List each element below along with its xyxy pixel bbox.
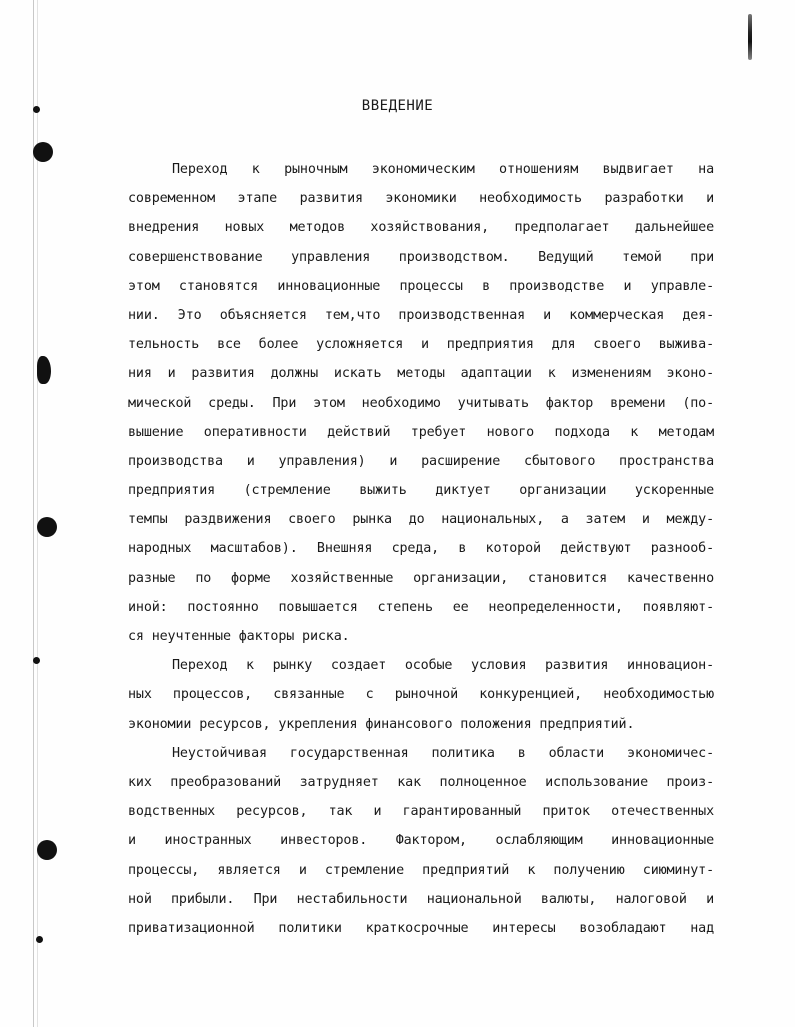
text-line: этом становятся инновационные процессы в производстве и управле- — [128, 278, 714, 294]
text-line: внедрения новых методов хозяйствования, предполагает дальнейшее — [128, 220, 714, 236]
text-line: экономии ресурсов, укрепления финансового положения предприятий. — [128, 716, 635, 732]
text-line: нии. Это объясняется тем,что производственная и коммерческая дея- — [128, 307, 714, 323]
text-line: предприятия (стремление выжить диктует организации ускоренные — [128, 483, 714, 499]
punch-hole — [37, 517, 57, 537]
text-line: Переход к рыночным экономическим отношениям выдвигает на — [172, 162, 714, 177]
text-line: Переход к рынку создает особые условия развития инновацион- — [172, 658, 714, 674]
punch-hole-mark — [36, 936, 43, 943]
text-line: современном этапе развития экономики необходимость разработки и — [128, 191, 714, 207]
text-line: иной: постоянно повышается степень ее неопределенности, появляют- — [128, 599, 714, 615]
paragraph-1 — [128, 155, 714, 651]
text-line: темпы раздвижения своего рынка до национальных, а затем и между- — [128, 512, 714, 528]
text-line: производства и управления) и расширение сбытового пространства — [128, 453, 714, 469]
punch-hole-mark — [33, 657, 40, 664]
page-title: ВВЕДЕНИЕ — [361, 98, 434, 114]
text-line: и иностранных инвесторов. Фактором, ослабляющим инновационные — [128, 833, 714, 849]
text-line: совершенствование управления производством. Ведущий темой при — [128, 249, 714, 265]
text-line: вышение оперативности действий требует нового подхода к методам — [128, 424, 714, 440]
punch-hole — [33, 142, 53, 162]
text-line: мической среды. При этом необходимо учитывать фактор времени (по- — [128, 395, 714, 411]
ink-blot — [37, 356, 51, 384]
body-text — [128, 155, 714, 943]
text-line: народных масштабов). Внешняя среда, в которой действуют разнооб- — [128, 541, 714, 557]
text-line: тельность все более усложняется и предприятия для своего выжива- — [128, 337, 714, 353]
punch-hole — [37, 840, 57, 860]
text-line: приватизационной политики краткосрочные интересы возобладают над — [128, 920, 714, 936]
text-line: ной прибыли. При нестабильности национальной валюты, налоговой и — [128, 891, 714, 907]
paragraph-2 — [128, 651, 714, 739]
text-line: ных процессов, связанные с рыночной конкуренцией, необходимостью — [128, 687, 714, 703]
text-line: ся неучтенные факторы риска. — [128, 629, 350, 644]
text-line: процессы, является и стремление предприятий к получению сиюминут- — [128, 862, 714, 878]
text-line: ких преобразований затрудняет как полноценное использование произ- — [128, 774, 714, 790]
paragraph-3 — [128, 739, 714, 943]
text-line: ния и развития должны искать методы адаптации к изменениям эконо- — [128, 366, 714, 382]
scan-edge-mark — [748, 14, 752, 60]
text-line: разные по форме хозяйственные организации, становится качественно — [128, 570, 714, 586]
text-line: Неустойчивая государственная политика в области экономичес- — [172, 745, 714, 761]
text-line: водственных ресурсов, так и гарантированный приток отечественных — [128, 804, 714, 820]
